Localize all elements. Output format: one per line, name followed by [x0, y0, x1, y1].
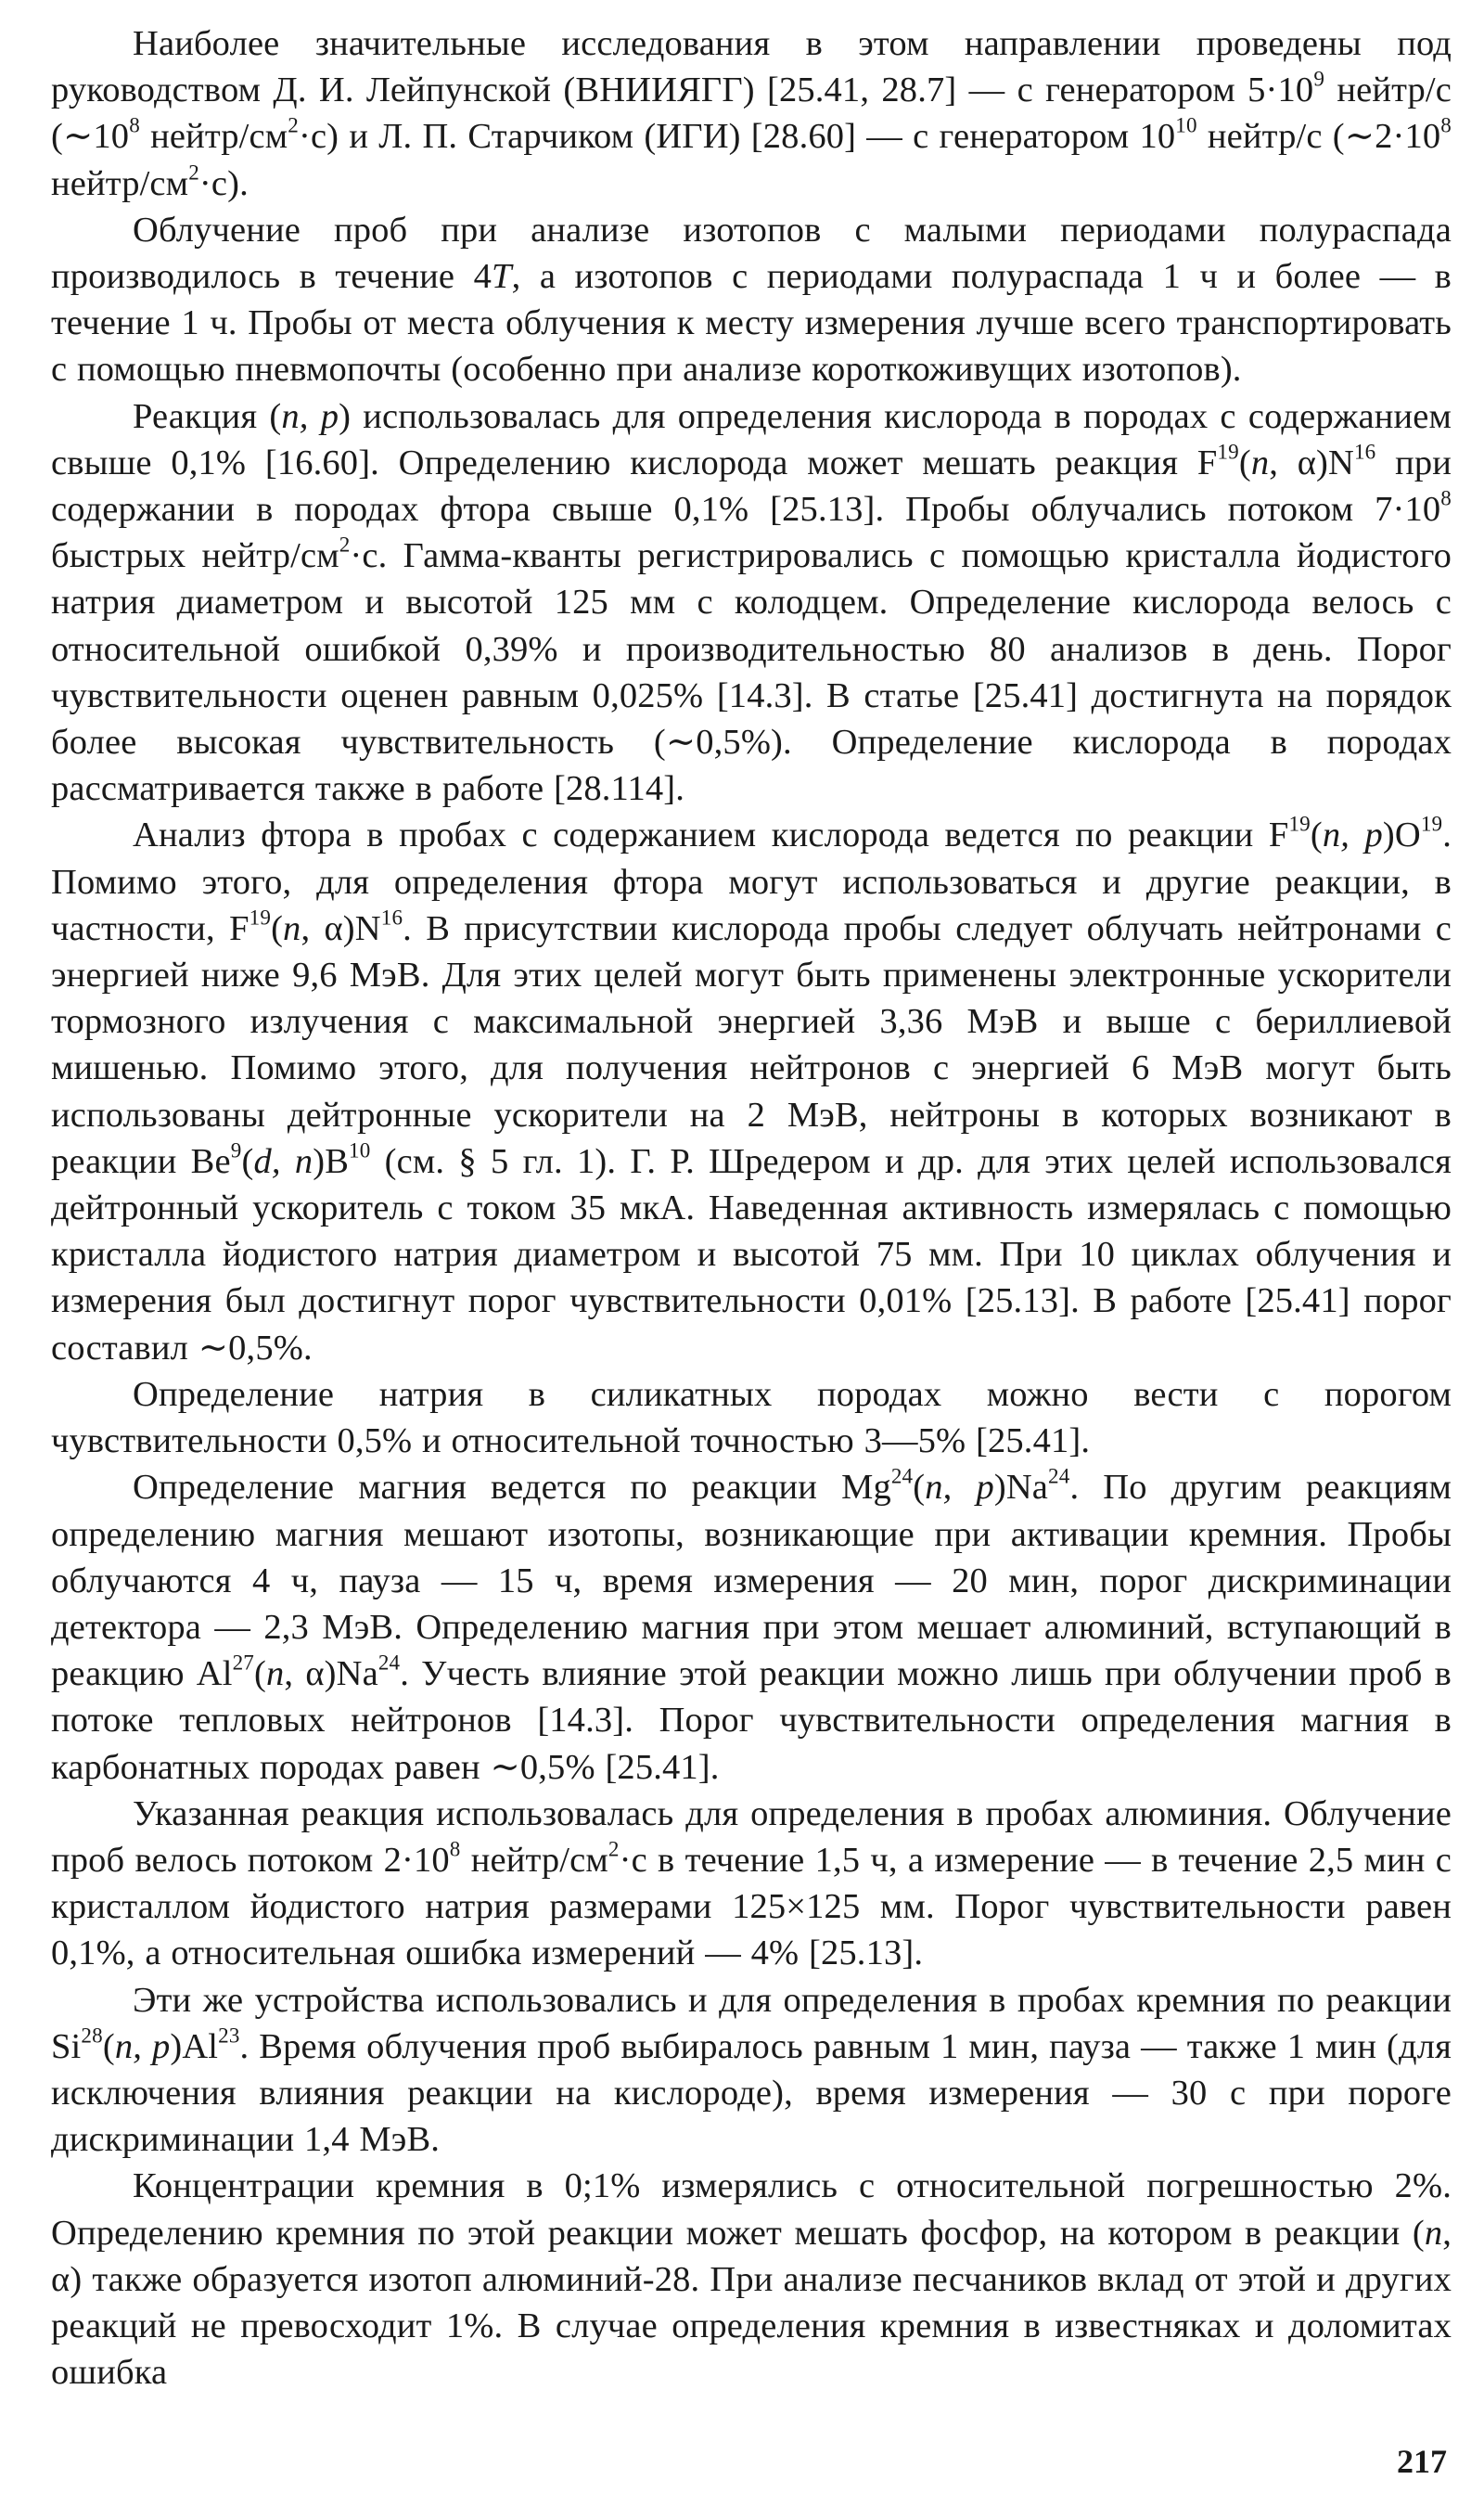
paragraph: Указанная реакция использовалась для определения в пробах алюминия. Облучение проб велось потоком $2\cdot 10^8$ нейтр/$см^2\cdot с$ в течение 1,5 ч, а измерение — в течение 2,5 мин с кристаллом йодистого натрия размерами 125×125 мм. Порог чувствительности равен 0,1%, а относительная ошибка измерений — 4% [25.13]. [51, 1793, 1452, 1973]
paragraph: Определение натрия в силикатных породах можно вести с порогом чувствительности 0,5% и относительной точностью 3—5% [25.41]. [51, 1374, 1452, 1461]
paragraph: Концентрации кремния в 0;1% измерялись с относительной погрешностью 2%. Определению кремния по этой реакции может мешать фосфор, на котором в реакции (n, α) также образуется изотоп алюминий-28. При анализе песчаников вклад от этой и других реакций не превосходит 1%. В случае определения кремния в известняках и доломитах ошибка [51, 2166, 1452, 2393]
page-number: 217 [1397, 2443, 1447, 2480]
paragraph: Наиболее значительные исследования в этом направлении проведены под руководством Д. И. Лейпунской (ВНИИЯГГ) [25.41, 28.7] — с генератором $5\cdot 10^9$ нейтр/с ($\sim 10^8$ нейтр/$см^2\cdot с$) и Л. П. Старчиком (ИГИ) [28.60] — с генератором $10^{10}$ нейтр/с ($\sim 2\cdot 10^8$ нейтр/$см^2\cdot с$). [51, 24, 1452, 203]
paragraph: Облучение проб при анализе изотопов с малыми периодами полураспада производилось в течение 4T, а изотопов с периодами полураспада 1 ч и более — в течение 1 ч. Пробы от места облучения к месту измерения лучше всего транспортировать с помощью пневмопочты (особенно при анализе короткоживущих изотопов). [51, 210, 1452, 390]
paragraph: Реакция (n, p) использовалась для определения кислорода в породах с содержанием свыше 0,1% [16.60]. Определению кислорода может мешать реакция $F^{19}(n$, $\alpha)N^{16}$ при содержании в породах фтора свыше 0,1% [25.13]. Пробы облучались потоком $7\cdot 10^8$ быстрых нейтр/$см^2\cdot с$. Гамма-кванты регистрировались с помощью кристалла йодистого натрия диаметром и высотой 125 мм с колодцем. Определение кислорода велось с относительной ошибкой 0,39% и производительностью 80 анализов в день. Порог чувствительности оценен равным 0,025% [14.3]. В статье [25.41] достигнута на порядок более высокая чувствительность (∼0,5%). Определение кислорода в породах рассматривается также в работе [28.114]. [51, 396, 1452, 809]
paragraph: Эти же устройства использовались и для определения в пробах кремния по реакции Si$^{28}$(n, p)Al$^{23}$. Время облучения проб выбиралось равным 1 мин, пауза — также 1 мин (для исключения влияния реакции на кислороде), время измерения — 30 с при пороге дискриминации 1,4 МэВ. [51, 1980, 1452, 2160]
paragraph: Анализ фтора в пробах с содержанием кислорода ведется по реакции $F^{19}(n$, $p)O^{19}$. Помимо этого, для определения фтора могут использоваться и другие реакции, в частности, $F^{19}(n$, $\alpha)N^{16}$. В присутствии кислорода пробы следует облучать нейтронами с энергией ниже 9,6 МэВ. Для этих целей могут быть применены электронные ускорители тормозного излучения с максимальной энергией 3,36 МэВ и выше с бериллиевой мишенью. Помимо этого, для получения нейтронов с энергией 6 МэВ могут быть использованы дейтронные ускорители на 2 МэВ, нейтроны в которых возникают в реакции Be$^9$(d, $n)B^{10}$ (см. § 5 гл. 1). Г. Р. Шредером и др. для этих целей использовался дейтронный ускоритель с током 35 мкА. Наведенная активность измерялась с помощью кристалла йодистого натрия диаметром и высотой 75 мм. При 10 циклах облучения и измерения был достигнут порог чувствительности 0,01% [25.13]. В работе [25.41] порог составил ∼0,5%. [51, 811, 1452, 1368]
page-body [51, 20, 1452, 2396]
paragraph: Определение магния ведется по реакции Mg$^{24}$(n, p)Na$^{24}$. По другим реакциям определению магния мешают изотопы, возникающие при активации кремния. Пробы облучаются 4 ч, пауза — 15 ч, время измерения — 20 мин, порог дискриминации детектора — 2,3 МэВ. Определению магния при этом мешает алюминий, вступающий в реакцию Al$^{27}$(n, α)Na$^{24}$. Учесть влияние этой реакции можно лишь при облучении проб в потоке тепловых нейтронов [14.3]. Порог чувствительности определения магния в карбонатных породах равен ∼0,5% [25.41]. [51, 1463, 1452, 1787]
